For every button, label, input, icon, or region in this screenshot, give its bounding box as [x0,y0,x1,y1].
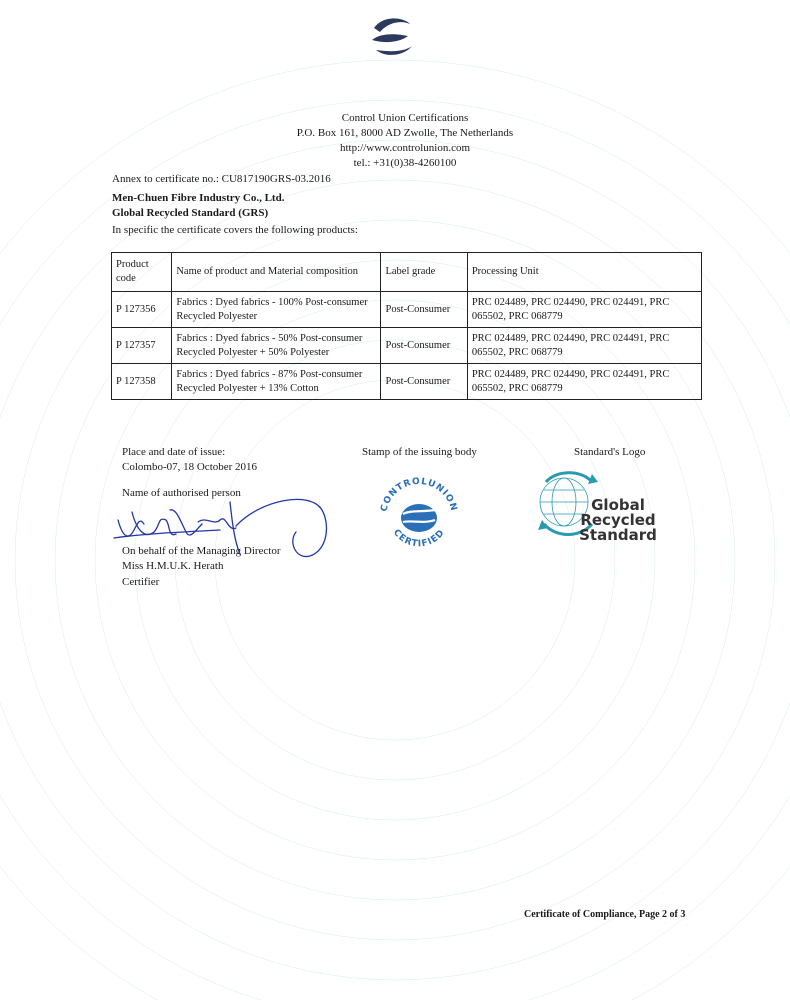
signature-image [110,480,340,560]
header-label-grade: Label grade [381,253,467,292]
place-date-value: Colombo-07, 18 October 2016 [122,461,258,473]
header-processing-unit: Processing Unit [467,253,701,292]
cell-unit: PRC 024489, PRC 024490, PRC 024491, PRC 065502, PRC 068779 [467,364,701,400]
table-row [112,292,702,328]
standard-logo-label: Standard's Logo [574,446,646,458]
standard-name: Global Recycled Standard (GRS) [112,207,269,219]
company-name: Men-Chuen Fibre Industry Co., Ltd. [112,192,285,204]
cell-grade: Post-Consumer [381,292,467,328]
cell-code: P 127357 [112,328,172,364]
place-date-label: Place and date of issue: [122,446,226,458]
table-header-row [112,253,702,292]
control-union-logo [368,14,418,58]
issuer-phone: tel.: +31(0)38-4260100 [353,157,457,169]
certifier-title: Certifier [122,576,160,588]
cell-code: P 127356 [112,292,172,328]
header-product-name: Name of product and Material composition [172,253,381,292]
issuer-website: http://www.controlunion.com [339,142,471,154]
issuer-address: P.O. Box 161, 8000 AD Zwolle, The Netherlands [296,127,514,139]
svg-text:CERTIFIED: CERTIFIED [390,527,448,550]
issuer-name: Control Union Certifications [341,112,469,124]
issuer-header [0,111,790,171]
cell-unit: PRC 024489, PRC 024490, PRC 024491, PRC 065502, PRC 068779 [467,292,701,328]
stamp-label: Stamp of the issuing body [362,446,477,458]
authorised-person-label: Name of authorised person [122,487,241,499]
cell-product: Fabrics : Dyed fabrics - 100% Post-consumer Recycled Polyester [172,292,381,328]
cell-code: P 127358 [112,364,172,400]
cell-unit: PRC 024489, PRC 024490, PRC 024491, PRC 065502, PRC 068779 [467,328,701,364]
svg-text:CONTROLUNION: CONTROLUNION [379,476,459,513]
cell-grade: Post-Consumer [381,364,467,400]
grs-logo-line2: Standard [579,526,657,544]
intro-text: In specific the certificate covers the following products: [112,224,358,236]
cell-product: Fabrics : Dyed fabrics - 50% Post-consumer Recycled Polyester + 50% Polyester [172,328,381,364]
table-row [112,328,702,364]
page-footer: Certificate of Compliance, Page 2 of 3 [524,909,686,920]
header-product-code: Product code [112,253,172,292]
cell-product: Fabrics : Dyed fabrics - 87% Post-consumer Recycled Polyester + 13% Cotton [172,364,381,400]
cell-grade: Post-Consumer [381,328,467,364]
control-union-stamp [372,470,466,564]
grs-logo-text [562,498,674,543]
products-table [111,252,702,400]
certifier-name: Miss H.M.U.K. Herath [122,560,224,572]
on-behalf-text: On behalf of the Managing Director [122,545,281,557]
table-row [112,364,702,400]
annex-line: Annex to certificate no.: CU817190GRS-03.2016 [112,173,331,185]
grs-logo-line1: Global Recycled [580,496,656,529]
